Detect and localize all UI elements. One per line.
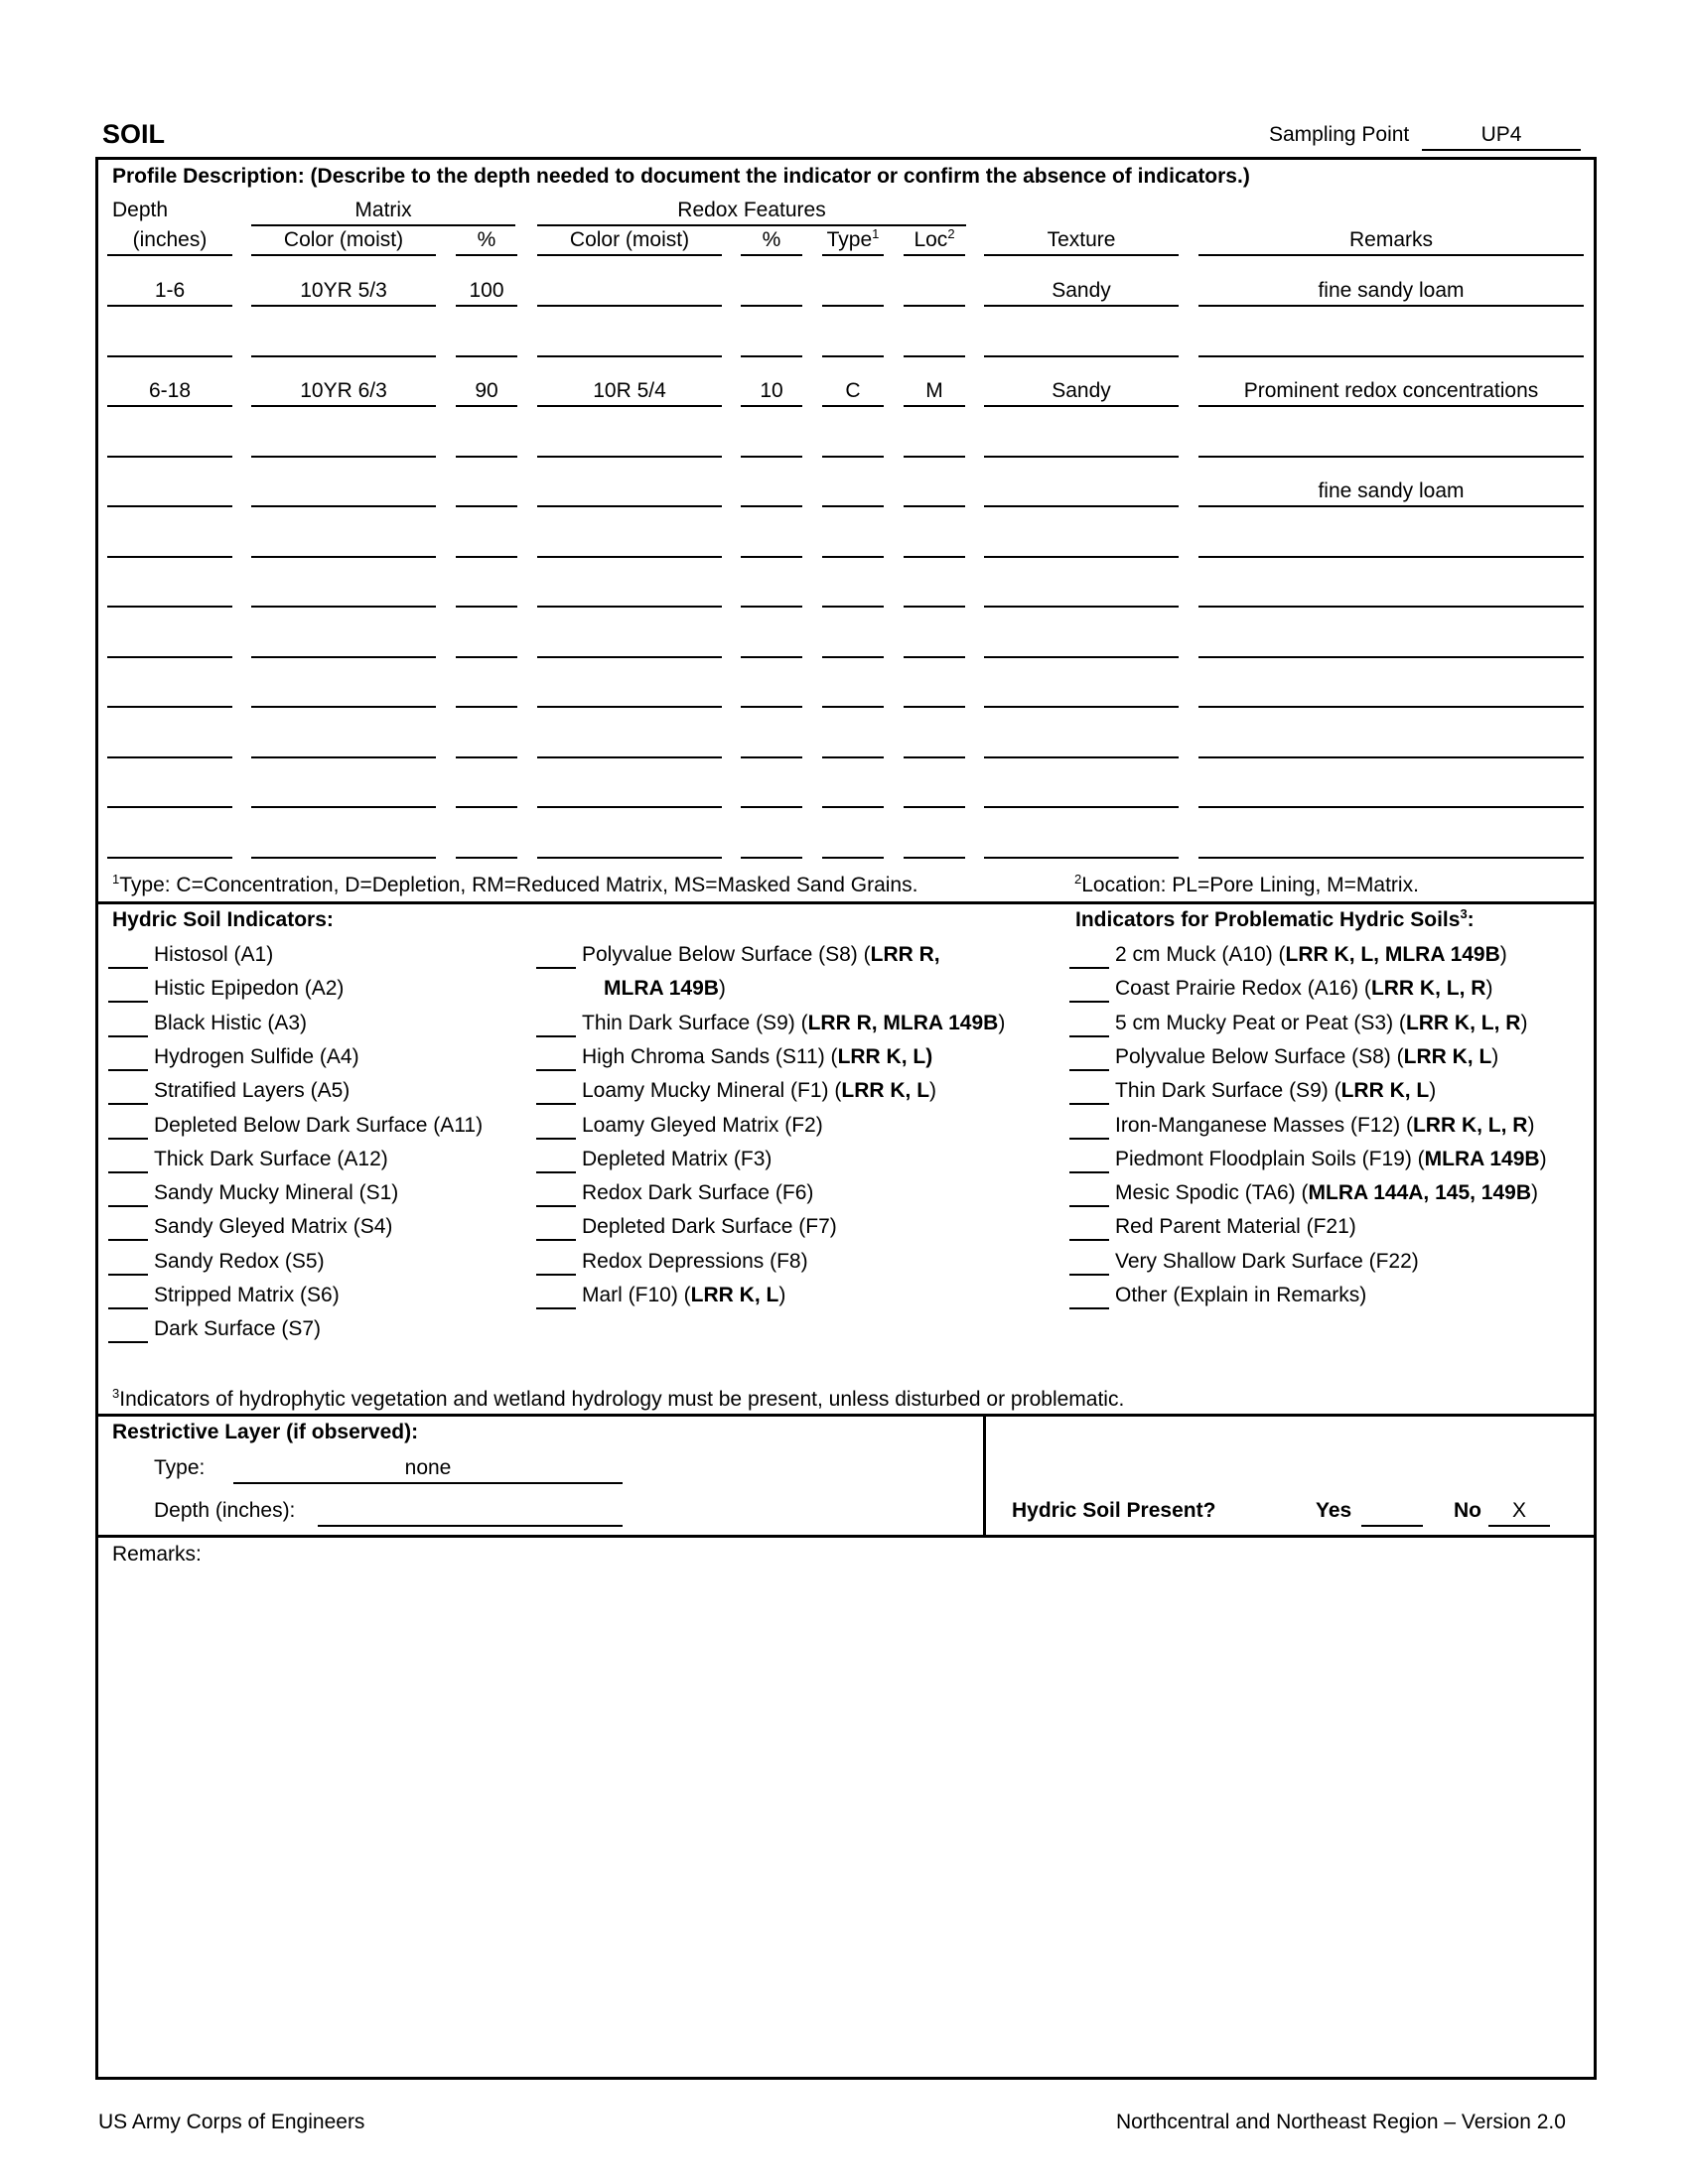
indicator-label: Histic Epipedon (A2) bbox=[154, 977, 345, 1001]
profile-cell-texture[interactable] bbox=[984, 630, 1179, 658]
divider-hydric-present bbox=[983, 1414, 986, 1538]
profile-cell-redox-color[interactable] bbox=[537, 630, 722, 658]
indicator-label: Redox Depressions (F8) bbox=[582, 1249, 808, 1273]
profile-cell-depth[interactable] bbox=[107, 680, 232, 708]
profile-cell-loc[interactable] bbox=[904, 479, 965, 507]
indicator-label: Loamy Mucky Mineral (F1) (LRR K, L) bbox=[582, 1079, 937, 1103]
profile-cell-matrix-color[interactable] bbox=[251, 479, 436, 507]
indicator-label: Thin Dark Surface (S9) (LRR R, MLRA 149B) bbox=[582, 1011, 1006, 1034]
profile-cell-loc[interactable] bbox=[904, 279, 965, 307]
profile-cell-matrix-color[interactable]: 10YR 5/3 bbox=[251, 279, 436, 307]
profile-cell-redox-pct[interactable] bbox=[741, 279, 802, 307]
profile-cell-matrix-pct[interactable] bbox=[456, 580, 517, 608]
profile-cell-texture[interactable] bbox=[984, 330, 1179, 357]
col-loc: Loc$^2$ bbox=[904, 228, 965, 256]
remarks-area[interactable] bbox=[112, 1573, 1582, 2070]
group-matrix: Matrix bbox=[354, 199, 412, 221]
profile-cell-remarks[interactable] bbox=[1198, 580, 1584, 608]
profile-cell-redox-pct[interactable] bbox=[741, 580, 802, 608]
profile-cell-redox-pct[interactable]: 10 bbox=[741, 379, 802, 407]
indicator-label: Sandy Mucky Mineral (S1) bbox=[154, 1181, 399, 1205]
profile-cell-loc[interactable] bbox=[904, 630, 965, 658]
restrictive-type-field[interactable]: none bbox=[233, 1456, 623, 1484]
profile-cell-texture[interactable] bbox=[984, 430, 1179, 458]
yes-label: Yes bbox=[1316, 1499, 1352, 1522]
col-depth-bottom: (inches) bbox=[107, 228, 232, 256]
divider-restrictive bbox=[95, 1535, 1597, 1538]
profile-cell-loc[interactable] bbox=[904, 780, 965, 808]
profile-cell-remarks[interactable] bbox=[1198, 430, 1584, 458]
profile-cell-loc[interactable] bbox=[904, 731, 965, 758]
indicator-label: Sandy Gleyed Matrix (S4) bbox=[154, 1215, 393, 1239]
indicator-label: Piedmont Floodplain Soils (F19) (MLRA 149B) bbox=[1115, 1147, 1547, 1170]
profile-cell-texture[interactable]: Sandy bbox=[984, 279, 1179, 307]
indicator-checkbox[interactable] bbox=[108, 1252, 148, 1276]
profile-cell-depth[interactable] bbox=[107, 530, 232, 558]
profile-cell-redox-pct[interactable] bbox=[741, 780, 802, 808]
profile-cell-redox-color[interactable] bbox=[537, 780, 722, 808]
indicator-checkbox[interactable] bbox=[1069, 1150, 1109, 1173]
restrictive-depth-label: Depth (inches): bbox=[154, 1499, 296, 1522]
profile-cell-matrix-color[interactable] bbox=[251, 780, 436, 808]
profile-cell-remarks[interactable] bbox=[1198, 680, 1584, 708]
restrictive-type-label: Type: bbox=[154, 1456, 206, 1479]
profile-cell-remarks[interactable] bbox=[1198, 831, 1584, 859]
profile-cell-redox-pct[interactable] bbox=[741, 831, 802, 859]
profile-cell-matrix-color[interactable] bbox=[251, 580, 436, 608]
footer-right: Northcentral and Northeast Region – Version 2.0 bbox=[1116, 2111, 1566, 2133]
profile-heading: Profile Description: (Describe to the depth needed to document the indicator or confirm the absence of indicators.) bbox=[112, 165, 1250, 188]
indicator-checkbox[interactable] bbox=[1069, 945, 1109, 969]
indicator-label: Stripped Matrix (S6) bbox=[154, 1284, 340, 1306]
profile-cell-type[interactable] bbox=[822, 580, 884, 608]
profile-cell-depth[interactable] bbox=[107, 430, 232, 458]
indicator-label: Polyvalue Below Surface (S8) (LRR K, L) bbox=[1115, 1044, 1499, 1068]
footer-left: US Army Corps of Engineers bbox=[98, 2111, 365, 2133]
sampling-point-label: Sampling Point bbox=[1269, 123, 1410, 146]
indicator-label: Red Parent Material (F21) bbox=[1115, 1215, 1356, 1239]
profile-cell-matrix-pct[interactable] bbox=[456, 479, 517, 507]
profile-cell-redox-pct[interactable] bbox=[741, 330, 802, 357]
profile-cell-type[interactable]: C bbox=[822, 379, 884, 407]
profile-cell-matrix-color[interactable] bbox=[251, 430, 436, 458]
indicator-label: Depleted Dark Surface (F7) bbox=[582, 1215, 837, 1239]
profile-cell-redox-pct[interactable] bbox=[741, 680, 802, 708]
indicator-label: Black Histic (A3) bbox=[154, 1011, 308, 1034]
profile-cell-matrix-pct[interactable] bbox=[456, 780, 517, 808]
indicator-checkbox[interactable] bbox=[108, 1150, 148, 1173]
profile-cell-redox-color[interactable] bbox=[537, 731, 722, 758]
profile-cell-redox-color[interactable] bbox=[537, 430, 722, 458]
no-label: No bbox=[1454, 1499, 1481, 1522]
profile-cell-type[interactable] bbox=[822, 479, 884, 507]
profile-cell-depth[interactable] bbox=[107, 630, 232, 658]
hydric-indicators-heading: Hydric Soil Indicators: bbox=[112, 908, 334, 931]
matrix-group-rule bbox=[251, 224, 515, 226]
profile-cell-type[interactable] bbox=[822, 831, 884, 859]
profile-cell-redox-color[interactable] bbox=[537, 479, 722, 507]
profile-cell-redox-pct[interactable] bbox=[741, 530, 802, 558]
indicator-checkbox[interactable] bbox=[108, 1047, 148, 1071]
indicator-label: Loamy Gleyed Matrix (F2) bbox=[582, 1113, 823, 1137]
profile-cell-matrix-pct[interactable] bbox=[456, 330, 517, 357]
indicator-label: Iron-Manganese Masses (F12) (LRR K, L, R) bbox=[1115, 1113, 1535, 1137]
divider-profile bbox=[95, 901, 1597, 904]
profile-cell-depth[interactable] bbox=[107, 330, 232, 357]
indicator-checkbox[interactable] bbox=[1069, 979, 1109, 1003]
profile-cell-matrix-color[interactable] bbox=[251, 530, 436, 558]
indicator-label: Marl (F10) (LRR K, L) bbox=[582, 1284, 786, 1306]
profile-cell-matrix-color[interactable]: 10YR 6/3 bbox=[251, 379, 436, 407]
profile-cell-remarks[interactable] bbox=[1198, 530, 1584, 558]
profile-cell-redox-color[interactable] bbox=[537, 279, 722, 307]
profile-cell-redox-pct[interactable] bbox=[741, 479, 802, 507]
divider-indicators bbox=[95, 1414, 1597, 1417]
indicator-checkbox[interactable] bbox=[536, 1116, 576, 1140]
col-texture: Texture bbox=[984, 228, 1179, 256]
hydric-soil-present-label: Hydric Soil Present? bbox=[1012, 1499, 1216, 1522]
profile-cell-depth[interactable] bbox=[107, 831, 232, 859]
profile-cell-redox-color[interactable] bbox=[537, 530, 722, 558]
indicator-checkbox[interactable] bbox=[1069, 1286, 1109, 1309]
profile-cell-matrix-color[interactable] bbox=[251, 330, 436, 357]
indicator-checkbox[interactable] bbox=[1069, 1014, 1109, 1037]
indicator-checkbox[interactable] bbox=[536, 1252, 576, 1276]
col-type: Type$^1$ bbox=[822, 228, 884, 256]
indicator-label: Other (Explain in Remarks) bbox=[1115, 1284, 1367, 1306]
indicator-label: Sandy Redox (S5) bbox=[154, 1249, 325, 1273]
indicator-checkbox[interactable] bbox=[108, 1014, 148, 1037]
profile-cell-texture[interactable] bbox=[984, 731, 1179, 758]
indicator-label: Redox Dark Surface (F6) bbox=[582, 1181, 814, 1205]
restrictive-heading: Restrictive Layer (if observed): bbox=[112, 1421, 419, 1443]
profile-cell-type[interactable] bbox=[822, 530, 884, 558]
profile-cell-type[interactable] bbox=[822, 279, 884, 307]
indicator-checkbox[interactable] bbox=[108, 1183, 148, 1207]
indicator-checkbox[interactable] bbox=[536, 1183, 576, 1207]
indicator-label: Stratified Layers (A5) bbox=[154, 1079, 351, 1103]
indicator-checkbox[interactable] bbox=[1069, 1252, 1109, 1276]
col-redox-pct: % bbox=[741, 228, 802, 256]
indicator-checkbox[interactable] bbox=[108, 1116, 148, 1140]
restrictive-depth-field[interactable] bbox=[318, 1499, 623, 1527]
profile-cell-remarks[interactable]: fine sandy loam bbox=[1198, 279, 1584, 307]
yes-field[interactable] bbox=[1361, 1499, 1423, 1527]
indicator-label: Depleted Below Dark Surface (A11) bbox=[154, 1113, 484, 1137]
profile-cell-loc[interactable] bbox=[904, 831, 965, 859]
indicator-checkbox[interactable] bbox=[536, 1047, 576, 1071]
indicator-label: Dark Surface (S7) bbox=[154, 1317, 322, 1341]
col-matrix-color: Color (moist) bbox=[251, 228, 436, 256]
profile-cell-type[interactable] bbox=[822, 731, 884, 758]
profile-cell-loc[interactable] bbox=[904, 580, 965, 608]
profile-cell-texture[interactable] bbox=[984, 479, 1179, 507]
profile-cell-matrix-pct[interactable] bbox=[456, 731, 517, 758]
remarks-label: Remarks: bbox=[112, 1543, 202, 1566]
profile-cell-redox-color[interactable] bbox=[537, 580, 722, 608]
profile-cell-type[interactable] bbox=[822, 330, 884, 357]
indicator-label: Very Shallow Dark Surface (F22) bbox=[1115, 1249, 1419, 1273]
footnote-location: $^2$Location: PL=Pore Lining, M=Matrix. bbox=[1074, 872, 1419, 896]
profile-cell-matrix-pct[interactable] bbox=[456, 530, 517, 558]
profile-cell-redox-pct[interactable] bbox=[741, 630, 802, 658]
profile-cell-redox-pct[interactable] bbox=[741, 430, 802, 458]
profile-cell-depth[interactable]: 6-18 bbox=[107, 379, 232, 407]
profile-cell-loc[interactable] bbox=[904, 530, 965, 558]
profile-cell-matrix-pct[interactable]: 100 bbox=[456, 279, 517, 307]
indicator-label: Hydrogen Sulfide (A4) bbox=[154, 1044, 359, 1068]
indicator-label: Thick Dark Surface (A12) bbox=[154, 1147, 388, 1170]
indicator-checkbox[interactable] bbox=[1069, 1183, 1109, 1207]
profile-cell-remarks[interactable] bbox=[1198, 780, 1584, 808]
profile-cell-matrix-pct[interactable] bbox=[456, 831, 517, 859]
col-matrix-pct: % bbox=[456, 228, 517, 256]
profile-cell-texture[interactable] bbox=[984, 530, 1179, 558]
profile-cell-remarks[interactable] bbox=[1198, 731, 1584, 758]
profile-cell-loc[interactable] bbox=[904, 430, 965, 458]
profile-cell-matrix-pct[interactable] bbox=[456, 430, 517, 458]
indicator-label: MLRA 149B) bbox=[604, 977, 726, 1001]
profile-cell-type[interactable] bbox=[822, 680, 884, 708]
indicator-label: Mesic Spodic (TA6) (MLRA 144A, 145, 149B) bbox=[1115, 1181, 1538, 1205]
profile-cell-texture[interactable] bbox=[984, 680, 1179, 708]
profile-cell-redox-color[interactable] bbox=[537, 330, 722, 357]
indicator-checkbox[interactable] bbox=[536, 945, 576, 969]
indicator-checkbox[interactable] bbox=[108, 1217, 148, 1241]
profile-cell-texture[interactable] bbox=[984, 831, 1179, 859]
profile-cell-remarks[interactable]: Prominent redox concentrations bbox=[1198, 379, 1584, 407]
indicator-label: Depleted Matrix (F3) bbox=[582, 1147, 773, 1170]
indicator-checkbox[interactable] bbox=[1069, 1081, 1109, 1105]
profile-cell-matrix-pct[interactable] bbox=[456, 680, 517, 708]
indicator-checkbox[interactable] bbox=[536, 1081, 576, 1105]
indicator-label: 5 cm Mucky Peat or Peat (S3) (LRR K, L, R) bbox=[1115, 1011, 1528, 1034]
indicator-checkbox[interactable] bbox=[108, 1319, 148, 1343]
group-redox: Redox Features bbox=[677, 199, 826, 221]
indicator-checkbox[interactable] bbox=[108, 945, 148, 969]
col-depth-top: Depth bbox=[112, 199, 169, 221]
indicator-checkbox[interactable] bbox=[1069, 1116, 1109, 1140]
indicator-checkbox[interactable] bbox=[536, 1150, 576, 1173]
indicator-checkbox[interactable] bbox=[536, 1286, 576, 1309]
profile-cell-depth[interactable] bbox=[107, 479, 232, 507]
profile-cell-remarks[interactable] bbox=[1198, 330, 1584, 357]
indicator-label: 2 cm Muck (A10) (LRR K, L, MLRA 149B) bbox=[1115, 943, 1507, 966]
indicator-checkbox[interactable] bbox=[108, 979, 148, 1003]
profile-cell-depth[interactable]: 1-6 bbox=[107, 279, 232, 307]
profile-cell-texture[interactable] bbox=[984, 780, 1179, 808]
indicator-checkbox[interactable] bbox=[1069, 1217, 1109, 1241]
col-remarks: Remarks bbox=[1198, 228, 1584, 256]
profile-cell-texture[interactable] bbox=[984, 580, 1179, 608]
col-redox-color: Color (moist) bbox=[537, 228, 722, 256]
profile-cell-texture[interactable]: Sandy bbox=[984, 379, 1179, 407]
profile-cell-depth[interactable] bbox=[107, 780, 232, 808]
profile-cell-remarks[interactable] bbox=[1198, 630, 1584, 658]
profile-cell-matrix-color[interactable] bbox=[251, 831, 436, 859]
profile-cell-matrix-pct[interactable] bbox=[456, 630, 517, 658]
indicator-checkbox[interactable] bbox=[536, 1014, 576, 1037]
profile-cell-matrix-color[interactable] bbox=[251, 680, 436, 708]
profile-cell-matrix-color[interactable] bbox=[251, 630, 436, 658]
indicator-label: Polyvalue Below Surface (S8) (LRR R, bbox=[582, 943, 940, 966]
profile-cell-loc[interactable] bbox=[904, 330, 965, 357]
profile-cell-type[interactable] bbox=[822, 430, 884, 458]
profile-cell-loc[interactable]: M bbox=[904, 379, 965, 407]
redox-group-rule bbox=[537, 224, 966, 226]
profile-cell-redox-color[interactable] bbox=[537, 680, 722, 708]
indicator-checkbox[interactable] bbox=[108, 1081, 148, 1105]
indicator-label: High Chroma Sands (S11) (LRR K, L) bbox=[582, 1044, 933, 1068]
indicator-label: Thin Dark Surface (S9) (LRR K, L) bbox=[1115, 1079, 1437, 1103]
footnote-type: $^1$Type: C=Concentration, D=Depletion, RM=Reduced Matrix, MS=Masked Sand Grains. bbox=[112, 872, 918, 896]
sampling-point-field[interactable]: UP4 bbox=[1422, 123, 1581, 151]
page-title: SOIL bbox=[102, 119, 166, 149]
profile-cell-type[interactable] bbox=[822, 780, 884, 808]
indicator-checkbox[interactable] bbox=[536, 1217, 576, 1241]
profile-cell-type[interactable] bbox=[822, 630, 884, 658]
indicator-label: Coast Prairie Redox (A16) (LRR K, L, R) bbox=[1115, 977, 1493, 1001]
no-field[interactable]: X bbox=[1488, 1499, 1550, 1527]
footnote-indicators: $^3$Indicators of hydrophytic vegetation and wetland hydrology must be present, unless disturbed or problematic. bbox=[112, 1386, 1125, 1411]
profile-cell-depth[interactable] bbox=[107, 580, 232, 608]
profile-cell-redox-color[interactable] bbox=[537, 831, 722, 859]
profile-cell-matrix-pct[interactable]: 90 bbox=[456, 379, 517, 407]
indicator-checkbox[interactable] bbox=[1069, 1047, 1109, 1071]
problematic-indicators-heading: Indicators for Problematic Hydric Soils$^3$: bbox=[1075, 906, 1475, 931]
profile-cell-redox-color[interactable]: 10R 5/4 bbox=[537, 379, 722, 407]
profile-cell-remarks[interactable]: fine sandy loam bbox=[1198, 479, 1584, 507]
indicator-checkbox[interactable] bbox=[108, 1286, 148, 1309]
indicator-label: Histosol (A1) bbox=[154, 943, 274, 966]
profile-cell-depth[interactable] bbox=[107, 731, 232, 758]
profile-cell-redox-pct[interactable] bbox=[741, 731, 802, 758]
profile-cell-loc[interactable] bbox=[904, 680, 965, 708]
profile-cell-matrix-color[interactable] bbox=[251, 731, 436, 758]
